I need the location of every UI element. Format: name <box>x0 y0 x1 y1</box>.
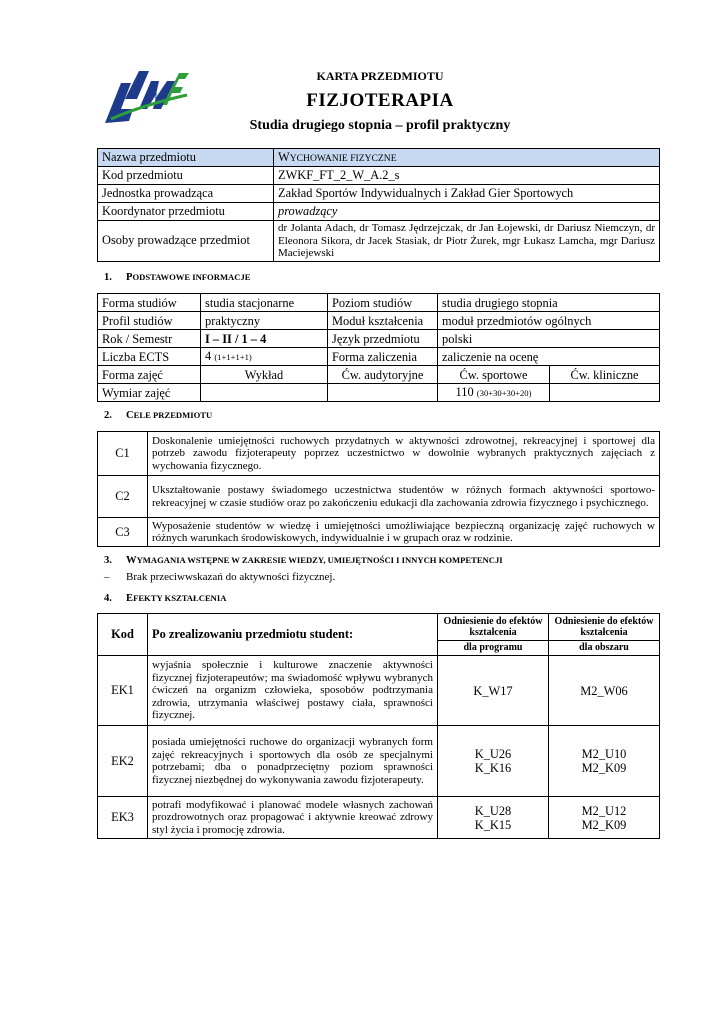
value: 4 (1+1+1+1) <box>201 348 328 366</box>
goals-table <box>97 431 660 547</box>
label: Moduł kształcenia <box>328 312 438 330</box>
outcome-ref-program: K_U28 K_K15 <box>438 797 549 839</box>
label: Forma studiów <box>98 294 201 312</box>
value: studia stacjonarne <box>201 294 328 312</box>
empty-cell <box>328 384 438 402</box>
value: polski <box>438 330 660 348</box>
section-heading-1: 1. PODSTAWOWE INFORMACJE <box>104 272 251 283</box>
outcome-code: EK2 <box>98 726 148 797</box>
sub-program: dla programu <box>438 641 549 656</box>
awf-logo <box>103 69 189 125</box>
value: I – II / 1 – 4 <box>201 330 328 348</box>
goal-code: C3 <box>98 518 148 547</box>
outcome-row <box>98 656 660 726</box>
goal-text: Doskonalenie umiejętności ruchowych przydatnych w aktywności zdrowotnej, rekreacyjnej i sportowej dla potrzeb zawodu fizjoterapeuty poprzez uczestnictwo w dowolnie wybranych praktycznych zajęciach z wychowania fizycznego. <box>148 432 660 476</box>
basic-row <box>98 366 660 384</box>
basic-info-table <box>97 293 660 402</box>
info-row-coordinator <box>98 203 660 221</box>
value: zaliczenie na ocenę <box>438 348 660 366</box>
value: studia drugiego stopnia <box>438 294 660 312</box>
course-name: WYCHOWANIE FIZYCZNE <box>274 149 660 167</box>
outcome-row <box>98 726 660 797</box>
info-label: Jednostka prowadząca <box>98 185 274 203</box>
info-row-teachers <box>98 221 660 262</box>
outcome-code: EK1 <box>98 656 148 726</box>
value: moduł przedmiotów ogólnych <box>438 312 660 330</box>
goal-row <box>98 476 660 518</box>
info-row-name <box>98 149 660 167</box>
section-heading-2: 2. CELE PRZEDMIOTU <box>104 410 213 421</box>
basic-row <box>98 330 660 348</box>
card-label: KARTA PRZEDMIOTU <box>316 69 444 83</box>
outcome-code: EK3 <box>98 797 148 839</box>
info-label: Osoby prowadzące przedmiot <box>98 221 274 262</box>
info-row-unit <box>98 185 660 203</box>
program-title: FIZJOTERAPIA <box>306 90 454 111</box>
outcome-text: posiada umiejętności ruchowe do organizacji wybranych form zajęć rekreacyjnych i sportowych dla osób ze specjalnymi potrzebami; dba o ponadprzeciętny poziom sprawności fizycznej niezbędnej do wykonywania zawodu fizjoterapeuty. <box>148 726 438 797</box>
section-heading-3: 3. WYMAGANIA WSTĘPNE W ZAKRESIE WIEDZY, UMIEJĘTNOŚCI I INNYCH KOMPETENCJI <box>104 555 503 566</box>
outcome-ref-program: K_W17 <box>438 656 549 726</box>
basic-row <box>98 294 660 312</box>
basic-row <box>98 384 660 402</box>
label: Wymiar zajęć <box>98 384 201 402</box>
goal-row <box>98 518 660 547</box>
col-ref-area: Odniesienie do efektów kształcenia <box>549 614 660 641</box>
col-description: Po zrealizowaniu przedmiotu student: <box>148 614 438 656</box>
value: praktyczny <box>201 312 328 330</box>
form-sports: Ćw. sportowe <box>438 366 550 384</box>
form-clinical: Ćw. kliniczne <box>550 366 660 384</box>
col-ref-program: Odniesienie do efektów kształcenia <box>438 614 549 641</box>
goal-row <box>98 432 660 476</box>
course-code: ZWKF_FT_2_W_A.2_s <box>274 167 660 185</box>
info-label: Koordynator przedmiotu <box>98 203 274 221</box>
outcome-row <box>98 797 660 839</box>
basic-row <box>98 348 660 366</box>
coordinator: prowadzący <box>274 203 660 221</box>
label: Forma zaliczenia <box>328 348 438 366</box>
col-kod: Kod <box>98 614 148 656</box>
teaching-unit: Zakład Sportów Indywidualnych i Zakład Gier Sportowych <box>274 185 660 203</box>
empty-cell <box>201 384 328 402</box>
goal-text: Ukształtowanie postawy świadomego uczestnictwa studentów w różnych formach aktywności sportowo-rekreacyjnej w czasie studiów oraz po zakończeniu edukacji dla zachowania zdrowia fizycznego i psychicznego. <box>148 476 660 518</box>
outcome-text: wyjaśnia społecznie i kulturowe znaczenie aktywności fizycznej fizjoterapeutów; ma świadomość wpływu wybranych ćwiczeń na organizm człowieka, sposobów podtrzymania zdrowia, utrzymania właściwej postawy ciała, sprawności fizycznej. <box>148 656 438 726</box>
goal-code: C2 <box>98 476 148 518</box>
outcome-ref-area: M2_U10 M2_K09 <box>549 726 660 797</box>
label: Rok / Semestr <box>98 330 201 348</box>
outcome-ref-area: M2_W06 <box>549 656 660 726</box>
info-row-code <box>98 167 660 185</box>
teachers: dr Jolanta Adach, dr Tomasz Jędrzejczak, dr Jan Łojewski, dr Dariusz Niemczyn, dr Eleonora Sikora, dr Jacek Stasiak, dr Piotr Żurek, mgr Łukasz Lamcha, mgr Dariusz Maciejewski <box>274 221 660 262</box>
requirements-item: – Brak przeciwwskazań do aktywności fizycznej. <box>104 571 336 583</box>
label: Liczba ECTS <box>98 348 201 366</box>
hours-sports: 110 (30+30+30+20) <box>438 384 550 402</box>
form-lecture: Wykład <box>201 366 328 384</box>
outcomes-table <box>97 613 660 839</box>
program-subtitle: Studia drugiego stopnia – profil praktyczny <box>249 118 511 133</box>
outcomes-header <box>98 614 660 641</box>
label: Poziom studiów <box>328 294 438 312</box>
outcome-ref-area: M2_U12 M2_K09 <box>549 797 660 839</box>
label: Profil studiów <box>98 312 201 330</box>
section-heading-4: 4. EFEKTY KSZTAŁCENIA <box>104 593 227 604</box>
info-label: Kod przedmiotu <box>98 167 274 185</box>
course-info-table <box>97 148 660 262</box>
outcome-text: potrafi modyfikować i planować modele własnych zachowań prozdrowotnych oraz propagować i aktywnie kreować zdrowy styl życia i promocję zdrowia. <box>148 797 438 839</box>
empty-cell <box>550 384 660 402</box>
sub-area: dla obszaru <box>549 641 660 656</box>
label: Forma zajęć <box>98 366 201 384</box>
info-label: Nazwa przedmiotu <box>98 149 274 167</box>
goal-text: Wyposażenie studentów w wiedzę i umiejętności umożliwiające bezpieczną organizację zajęć ruchowych w różnych warunkach środowiskowych, indywidualnie i w grupach oraz w rodzinie. <box>148 518 660 547</box>
basic-row <box>98 312 660 330</box>
goal-code: C1 <box>98 432 148 476</box>
label: Język przedmiotu <box>328 330 438 348</box>
form-auditory: Ćw. audytoryjne <box>328 366 438 384</box>
outcome-ref-program: K_U26 K_K16 <box>438 726 549 797</box>
